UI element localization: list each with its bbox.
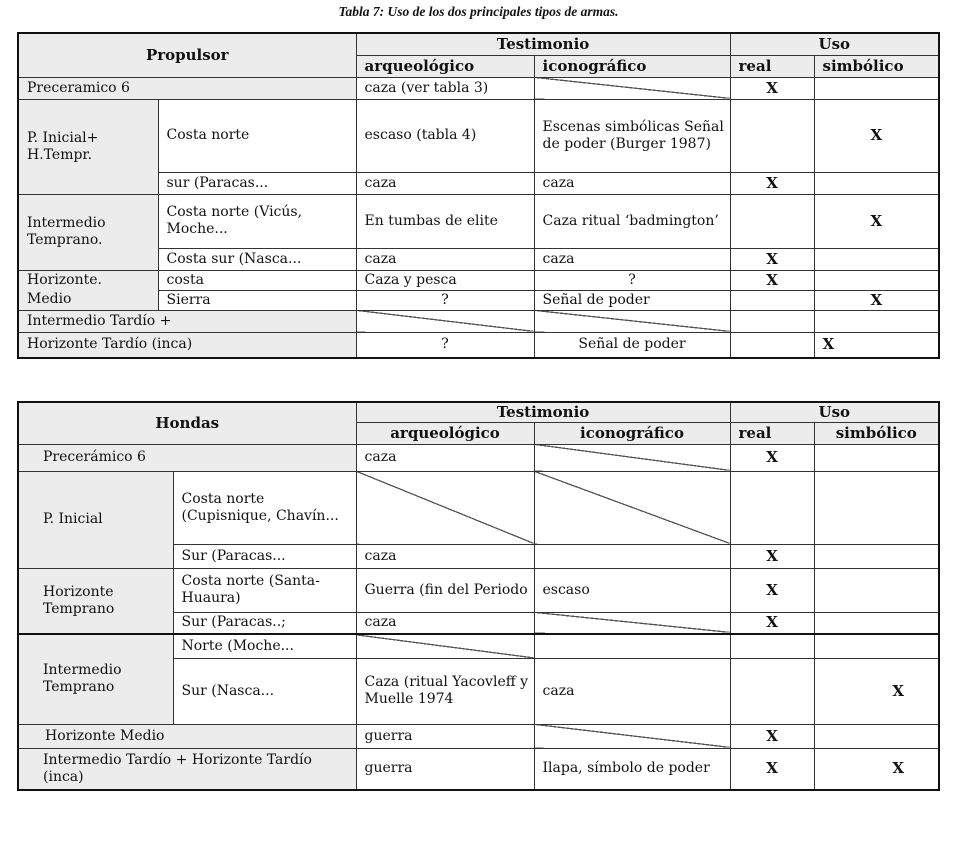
- empty-cell: [534, 471, 730, 544]
- empty-cell: [814, 471, 939, 544]
- hondas-table: [17, 401, 940, 791]
- real-mark: X: [730, 748, 814, 790]
- empty-cell: [814, 444, 939, 471]
- region-cell: Costa norte: [158, 99, 356, 172]
- real-mark: X: [730, 544, 814, 568]
- empty-cell: [814, 544, 939, 568]
- simbolico-header: simbólico: [814, 422, 939, 444]
- period-cell: Horizonte Tardío (inca): [18, 332, 356, 358]
- region-cell: Sur (Nasca...: [173, 658, 356, 724]
- empty-cell: [534, 310, 730, 332]
- empty-cell: [534, 544, 730, 568]
- real-mark: X: [730, 444, 814, 471]
- ico-cell: Señal de poder: [534, 290, 730, 310]
- empty-cell: [814, 270, 939, 290]
- region-cell: Costa sur (Nasca...: [158, 248, 356, 270]
- ico-cell: Escenas simbólicas Señal de poder (Burger 1987): [534, 99, 730, 172]
- period-cell: Precerámico 6: [18, 444, 356, 471]
- real-header: real: [730, 55, 814, 77]
- uso-header: Uso: [730, 402, 939, 422]
- iconografico-header: iconográfico: [534, 55, 730, 77]
- testimonio-header: Testimonio: [356, 402, 730, 422]
- ico-cell: caza: [534, 658, 730, 724]
- arq-cell: En tumbas de elite: [356, 194, 534, 248]
- empty-cell: [730, 471, 814, 544]
- ico-cell: Señal de poder: [534, 332, 730, 358]
- empty-cell: [814, 310, 939, 332]
- hondas-title: Hondas: [18, 402, 356, 444]
- empty-cell: [356, 634, 534, 658]
- period-cell: Intermedio Tardío +: [18, 310, 356, 332]
- period-cell: Horizonte Medio: [18, 724, 356, 748]
- arq-cell: escaso (tabla 4): [356, 99, 534, 172]
- arqueologico-header: arqueológico: [356, 422, 534, 444]
- arq-cell: caza: [356, 612, 534, 634]
- empty-cell: [356, 471, 534, 544]
- arq-cell: caza: [356, 444, 534, 471]
- empty-cell: [534, 724, 730, 748]
- empty-cell: [814, 612, 939, 634]
- arq-cell: caza (ver tabla 3): [356, 77, 534, 99]
- empty-cell: [730, 194, 814, 248]
- region-cell: Sur (Paracas..;: [173, 612, 356, 634]
- period-cell: Medio: [18, 290, 158, 310]
- ico-cell: caza: [534, 172, 730, 194]
- empty-cell: [730, 658, 814, 724]
- region-cell: Norte (Moche...: [173, 634, 356, 658]
- empty-cell: [814, 248, 939, 270]
- empty-cell: [356, 310, 534, 332]
- simbolico-mark: X: [814, 332, 939, 358]
- arq-cell: Caza (ritual Yacovleff y Muelle 1974: [356, 658, 534, 724]
- real-mark: X: [730, 612, 814, 634]
- real-header: real: [730, 422, 814, 444]
- period-cell: Horizonte Temprano: [18, 568, 173, 634]
- arq-cell: caza: [356, 248, 534, 270]
- ico-cell: caza: [534, 248, 730, 270]
- iconografico-header: iconográfico: [534, 422, 730, 444]
- real-mark: X: [730, 724, 814, 748]
- empty-cell: [730, 310, 814, 332]
- empty-cell: [730, 634, 814, 658]
- ico-cell: ?: [534, 270, 730, 290]
- empty-cell: [534, 77, 730, 99]
- real-mark: X: [730, 172, 814, 194]
- empty-cell: [814, 77, 939, 99]
- empty-cell: [730, 332, 814, 358]
- simbolico-mark: X: [814, 748, 939, 790]
- region-cell: costa: [158, 270, 356, 290]
- simbolico-mark: X: [814, 658, 939, 724]
- arq-cell: Guerra (fin del Periodo: [356, 568, 534, 612]
- period-cell: P. Inicial+ H.Tempr.: [18, 99, 158, 194]
- arq-cell: caza: [356, 544, 534, 568]
- simbolico-mark: X: [814, 194, 939, 248]
- empty-cell: [814, 724, 939, 748]
- simbolico-header: simbólico: [814, 55, 939, 77]
- region-cell: Sierra: [158, 290, 356, 310]
- period-cell: Horizonte.: [18, 270, 158, 290]
- period-cell: Intermedio Tardío + Horizonte Tardío (inca): [18, 748, 356, 790]
- region-cell: Sur (Paracas...: [173, 544, 356, 568]
- empty-cell: [814, 634, 939, 658]
- real-mark: X: [730, 568, 814, 612]
- uso-header: Uso: [730, 33, 939, 55]
- arq-cell: guerra: [356, 748, 534, 790]
- empty-cell: [534, 612, 730, 634]
- arq-cell: ?: [356, 332, 534, 358]
- simbolico-mark: X: [814, 99, 939, 172]
- empty-cell: [730, 290, 814, 310]
- real-mark: X: [730, 77, 814, 99]
- real-mark: X: [730, 270, 814, 290]
- ico-cell: escaso: [534, 568, 730, 612]
- region-cell: sur (Paracas...: [158, 172, 356, 194]
- arq-cell: guerra: [356, 724, 534, 748]
- arq-cell: ?: [356, 290, 534, 310]
- empty-cell: [814, 568, 939, 612]
- empty-cell: [730, 99, 814, 172]
- arqueologico-header: arqueológico: [356, 55, 534, 77]
- region-cell: Costa norte (Santa-Huaura): [173, 568, 356, 612]
- period-cell: P. Inicial: [18, 471, 173, 568]
- empty-cell: [814, 172, 939, 194]
- propulsor-title: Propulsor: [18, 33, 356, 77]
- simbolico-mark: X: [814, 290, 939, 310]
- region-cell: Costa norte (Cupisnique, Chavín...: [173, 471, 356, 544]
- arq-cell: caza: [356, 172, 534, 194]
- testimonio-header: Testimonio: [356, 33, 730, 55]
- table-caption: Tabla 7: Uso de los dos principales tipos de armas.: [338, 4, 619, 19]
- empty-cell: [534, 634, 730, 658]
- ico-cell: Caza ritual ‘badmington’: [534, 194, 730, 248]
- period-cell: Intermedio Temprano: [18, 634, 173, 724]
- real-mark: X: [730, 248, 814, 270]
- period-cell: Intermedio Temprano.: [18, 194, 158, 270]
- arq-cell: Caza y pesca: [356, 270, 534, 290]
- ico-cell: Ilapa, símbolo de poder: [534, 748, 730, 790]
- empty-cell: [534, 444, 730, 471]
- region-cell: Costa norte (Vicús, Moche...: [158, 194, 356, 248]
- propulsor-table: [17, 32, 940, 359]
- period-cell: Preceramico 6: [18, 77, 356, 99]
